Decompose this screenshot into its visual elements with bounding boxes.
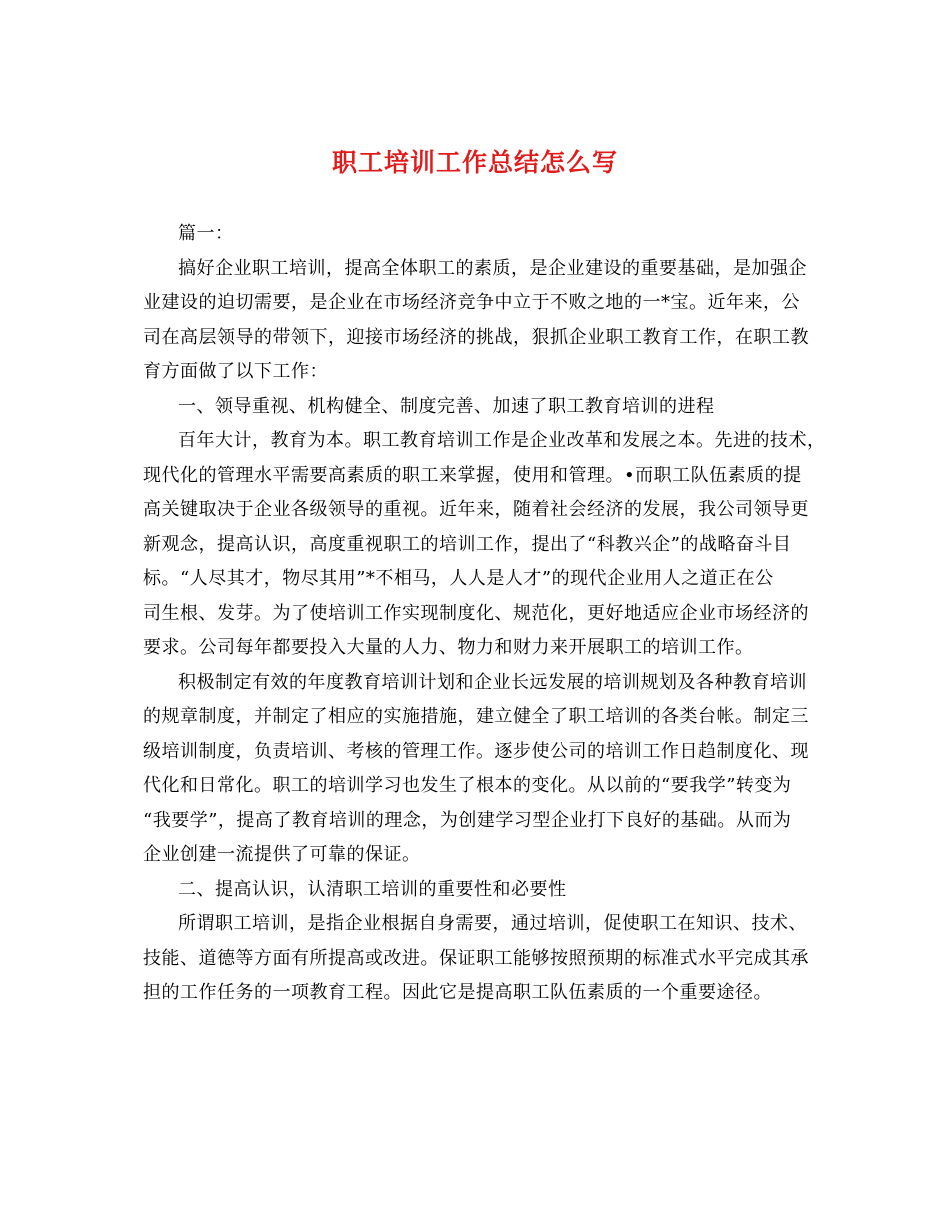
paragraph-line: 搞好企业职工培训，提高全体职工的素质，是企业建设的重要基础，是加强企 (178, 257, 807, 279)
section-heading: 二、提高认识，认清职工培训的重要性和必要性 (178, 878, 567, 900)
section-label: 篇一： (178, 223, 234, 244)
paragraph-line: 技能、道德等方面有所提高或改进。保证职工能够按照预期的标准式水平完成其承 (143, 947, 809, 969)
paragraph-line: 司生根、发芽。为了使培训工作实现制度化、规范化，更好地适应企业市场经济的 (143, 602, 809, 624)
paragraph-line: 现代化的管理水平需要高素质的职工来掌握，使用和管理。•而职工队伍素质的提 (143, 464, 802, 486)
paragraph-line: 新观念，提高认识，高度重视职工的培训工作，提出了“科教兴企”的战略奋斗目 (143, 533, 792, 555)
paragraph-line: 企业创建一流提供了可靠的保证。 (143, 844, 421, 865)
paragraph-line: 育方面做了以下工作： (143, 361, 328, 382)
paragraph-line: 的规章制度，并制定了相应的实施措施，建立健全了职工培训的各类台帐。制定三 (143, 706, 809, 727)
paragraph-line: “我要学”，提高了教育培训的理念，为创建学习型企业打下良好的基础。从而为 (143, 809, 792, 831)
paragraph-line: 百年大计，教育为本。职工教育培训工作是企业改革和发展之本。先进的技术， (178, 430, 826, 451)
paragraph-line: 标。“人尽其才，物尽其用”*不相马，人人是人才”的现代企业用人之道正在公 (143, 568, 774, 589)
paragraph-line: 所谓职工培训，是指企业根据自身需要，通过培训，促使职工在知识、技术、 (178, 913, 807, 934)
paragraph-line: 司在高层领导的带领下，迎接市场经济的挑战，狠抓企业职工教育工作，在职工教 (143, 326, 809, 348)
section-heading: 一、领导重视、机构健全、制度完善、加速了职工教育培训的进程 (178, 395, 715, 417)
paragraph-line: 担的工作任务的一项教育工程。因此它是提高职工队伍素质的一个重要途径。 (143, 982, 772, 1003)
paragraph-line: 代化和日常化。职工的培训学习也发生了根本的变化。从以前的“要我学”转变为 (143, 775, 792, 796)
document-body (143, 217, 826, 1011)
paragraph-line: 积极制定有效的年度教育培训计划和企业长远发展的培训规划及各种教育培训 (178, 671, 807, 693)
document-title: 职工培训工作总结怎么写 (331, 148, 618, 177)
paragraph-line: 级培训制度，负责培训、考核的管理工作。逐步使公司的培训工作日趋制度化、现 (143, 740, 809, 762)
paragraph-line: 业建设的迫切需要，是企业在市场经济竞争中立于不败之地的一*宝。近年来，公 (143, 292, 800, 313)
paragraph-line: 要求。公司每年都要投入大量的人力、物力和财力来开展职工的培训工作。 (143, 637, 754, 658)
paragraph-line: 高关键取决于企业各级领导的重视。近年来，随着社会经济的发展，我公司领导更 (143, 499, 809, 520)
